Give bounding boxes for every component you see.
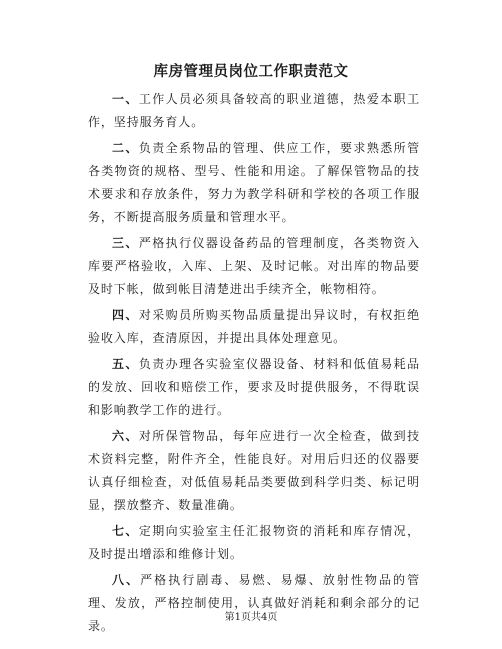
paragraph-number: 六、 [112, 429, 139, 443]
paragraph-5 [88, 353, 420, 422]
paragraph-number: 三、 [112, 236, 139, 250]
paragraph-number: 七、 [112, 524, 139, 538]
paragraph-number: 五、 [112, 357, 139, 371]
paragraph-4 [88, 304, 420, 350]
paragraph-number: 二、 [112, 141, 139, 155]
paragraph-text: 负责全系物品的管理、供应工作，要求熟悉所管各类物资的规格、型号、性能和用途。了解保管物品的技术要求和存放条件，努力为教学科研和学校的各项工作服务，不断提高服务质量和管理水平。 [88, 141, 420, 224]
document-body [88, 88, 420, 641]
paragraph-8 [88, 569, 420, 638]
page-footer: 第1页共4页 [224, 612, 278, 623]
paragraph-text: 严格执行仪器设备药品的管理制度，各类物资入库要严格验收，入库、上架、及时记帐。对出库的物品要及时下帐，做到帐目清楚进出手续齐全，帐物相符。 [88, 236, 420, 296]
paragraph-text: 定期向实验室主任汇报物资的消耗和库存情况，及时提出增添和维修计划。 [88, 524, 420, 561]
paragraph-text: 对所保管物品，每年应进行一次全检查，做到技术资料完整，附件齐全，性能良好。对用后归还的仪器要认真仔细检查，对低值易耗品类要做到科学归类、标记明显，摆放整齐、数量准确。 [88, 429, 420, 512]
paragraph-number: 四、 [112, 308, 139, 322]
paragraph-text: 负责办理各实验室仪器设备、材料和低值易耗品的发放、回收和赔偿工作，要求及时提供服务，不得耽误和影响教学工作的进行。 [88, 357, 420, 417]
paragraph-text: 严格执行剧毒、易燃、易爆、放射性物品的管理、发放，严格控制使用，认真做好消耗和剩余部分的记录。 [88, 573, 420, 633]
paragraph-3 [88, 232, 420, 301]
paragraph-1 [88, 88, 420, 134]
paragraph-7 [88, 520, 420, 566]
paragraph-number: 一、 [112, 92, 139, 106]
paragraph-6 [88, 425, 420, 517]
paragraph-number: 八、 [112, 573, 141, 587]
paragraph-text: 对采购员所购买物品质量提出异议时，有权拒绝验收入库，查清原因，并提出具体处理意见。 [88, 308, 420, 345]
paragraph-text: 工作人员必须具备较高的职业道德，热爱本职工作，坚持服务育人。 [88, 92, 420, 129]
paragraph-2 [88, 137, 420, 229]
document-title: 库房管理员岗位工作职责范文 [153, 63, 349, 80]
